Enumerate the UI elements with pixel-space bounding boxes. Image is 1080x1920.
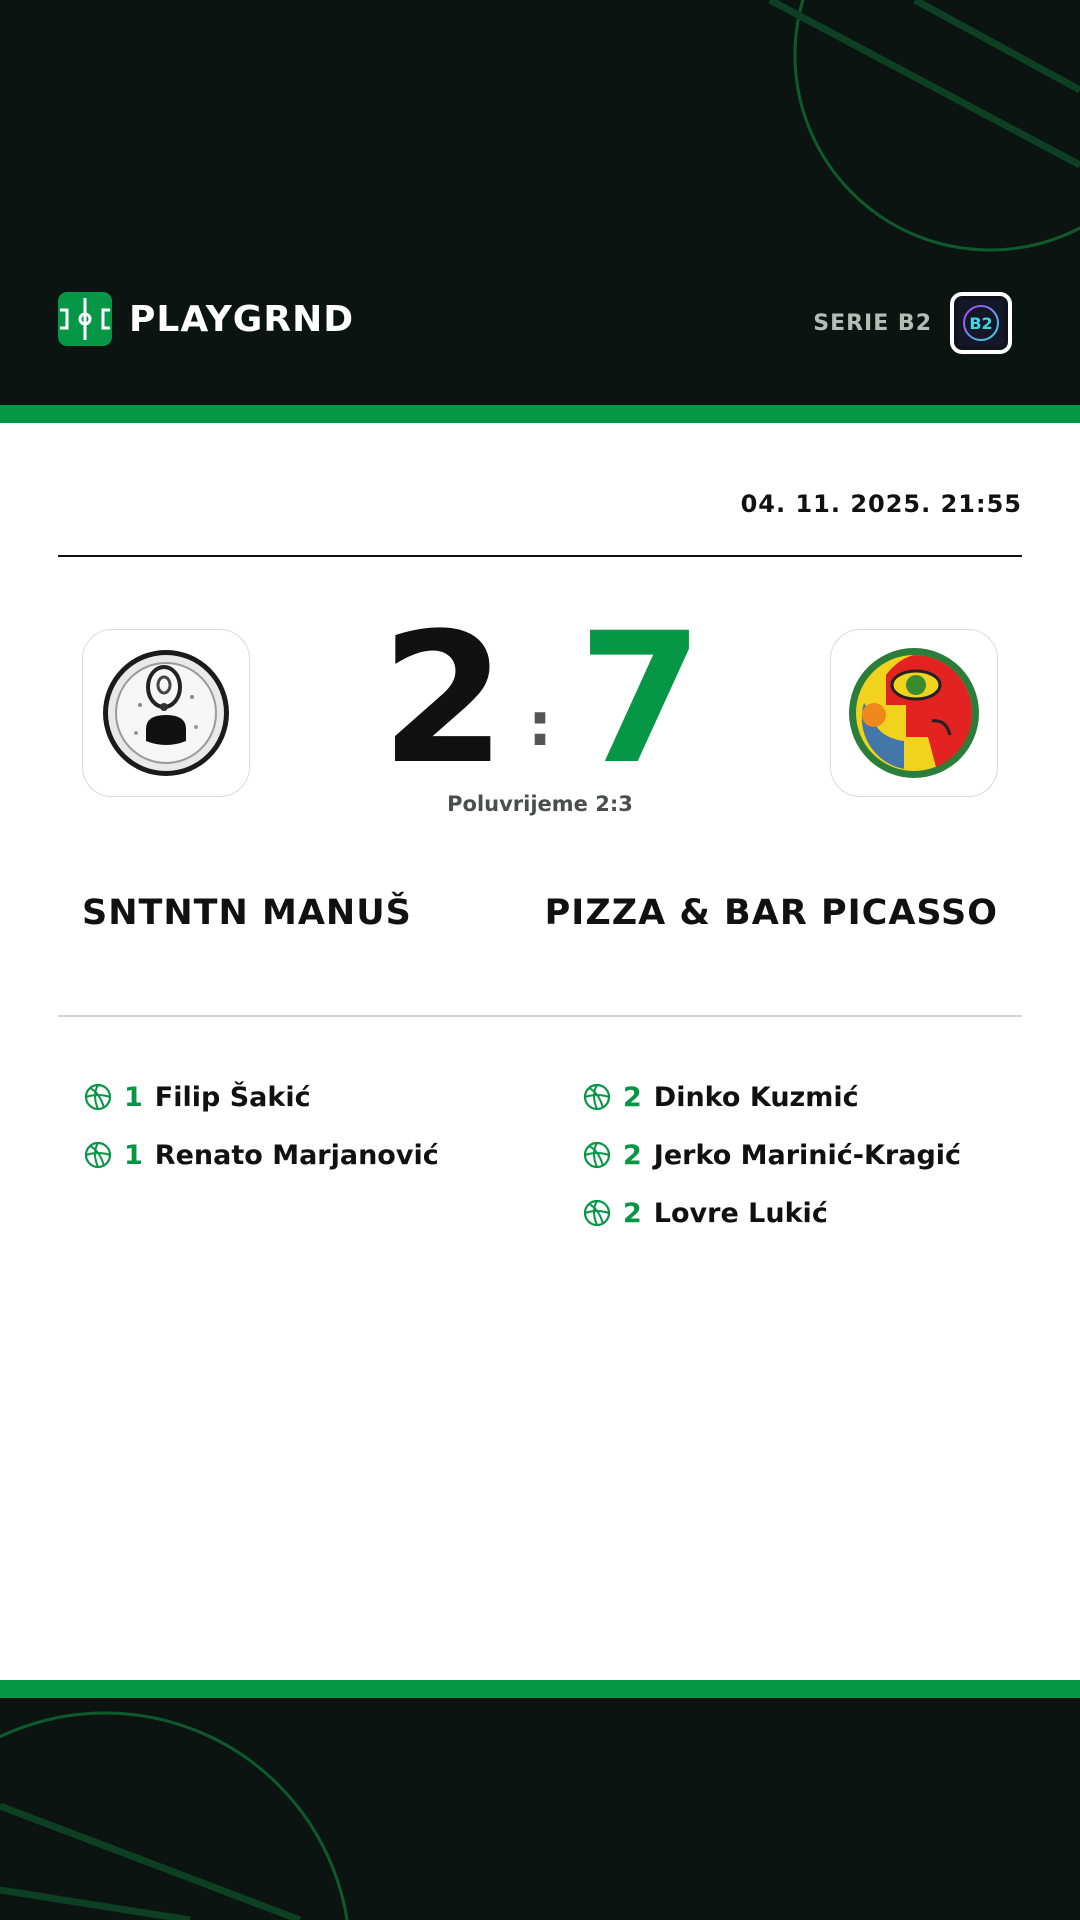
goal-count: 2 [623,1081,642,1113]
divider [58,555,1022,557]
header-accent-bar [0,405,1080,423]
brand[interactable] [58,291,354,347]
player-name: Renato Marjanović [154,1139,439,1171]
footer-background [0,1698,1080,1920]
home-score: 2 [380,595,502,804]
divider [58,1015,1022,1017]
goal-count: 2 [623,1197,642,1229]
pitch-icon [58,292,112,346]
ball-icon [583,1141,611,1169]
goal-count: 2 [623,1139,642,1171]
match-datetime: 04. 11. 2025. 21:55 [740,490,1022,518]
ball-icon [583,1083,611,1111]
player-name: Jerko Marinić-Kragić [653,1139,962,1171]
ball-icon [84,1141,112,1169]
player-name: Dinko Kuzmić [653,1081,859,1113]
scorer-item [583,1068,961,1126]
pitch-lines-decoration [0,1698,1080,1920]
away-team-name: PIZZA & BAR PICASSO [544,893,998,933]
player-name: Lovre Lukić [653,1197,828,1229]
away-scorers-list [583,1068,961,1242]
scorer-item [84,1126,439,1184]
header-background [0,0,1080,405]
serie-b2-badge-icon [950,292,1012,354]
home-scorers-list [84,1068,439,1184]
ball-icon [583,1199,611,1227]
scorer-item [84,1068,439,1126]
brand-name: PLAYGRND [129,298,355,340]
scorer-item [583,1184,961,1242]
halftime-score: Poluvrijeme 2:3 [447,792,633,816]
ball-icon [84,1083,112,1111]
league-name: SERIE B2 [813,310,932,336]
home-team-name: SNTNTN MANUŠ [82,893,412,933]
away-score: 7 [578,595,700,804]
svg-text:B2: B2 [969,314,993,333]
league-info [813,292,1012,354]
scorer-item [583,1126,961,1184]
goal-count: 1 [124,1139,143,1171]
goal-count: 1 [124,1081,143,1113]
score-separator: : [528,690,552,760]
player-name: Filip Šakić [154,1081,311,1113]
footer-accent-bar [0,1680,1080,1698]
